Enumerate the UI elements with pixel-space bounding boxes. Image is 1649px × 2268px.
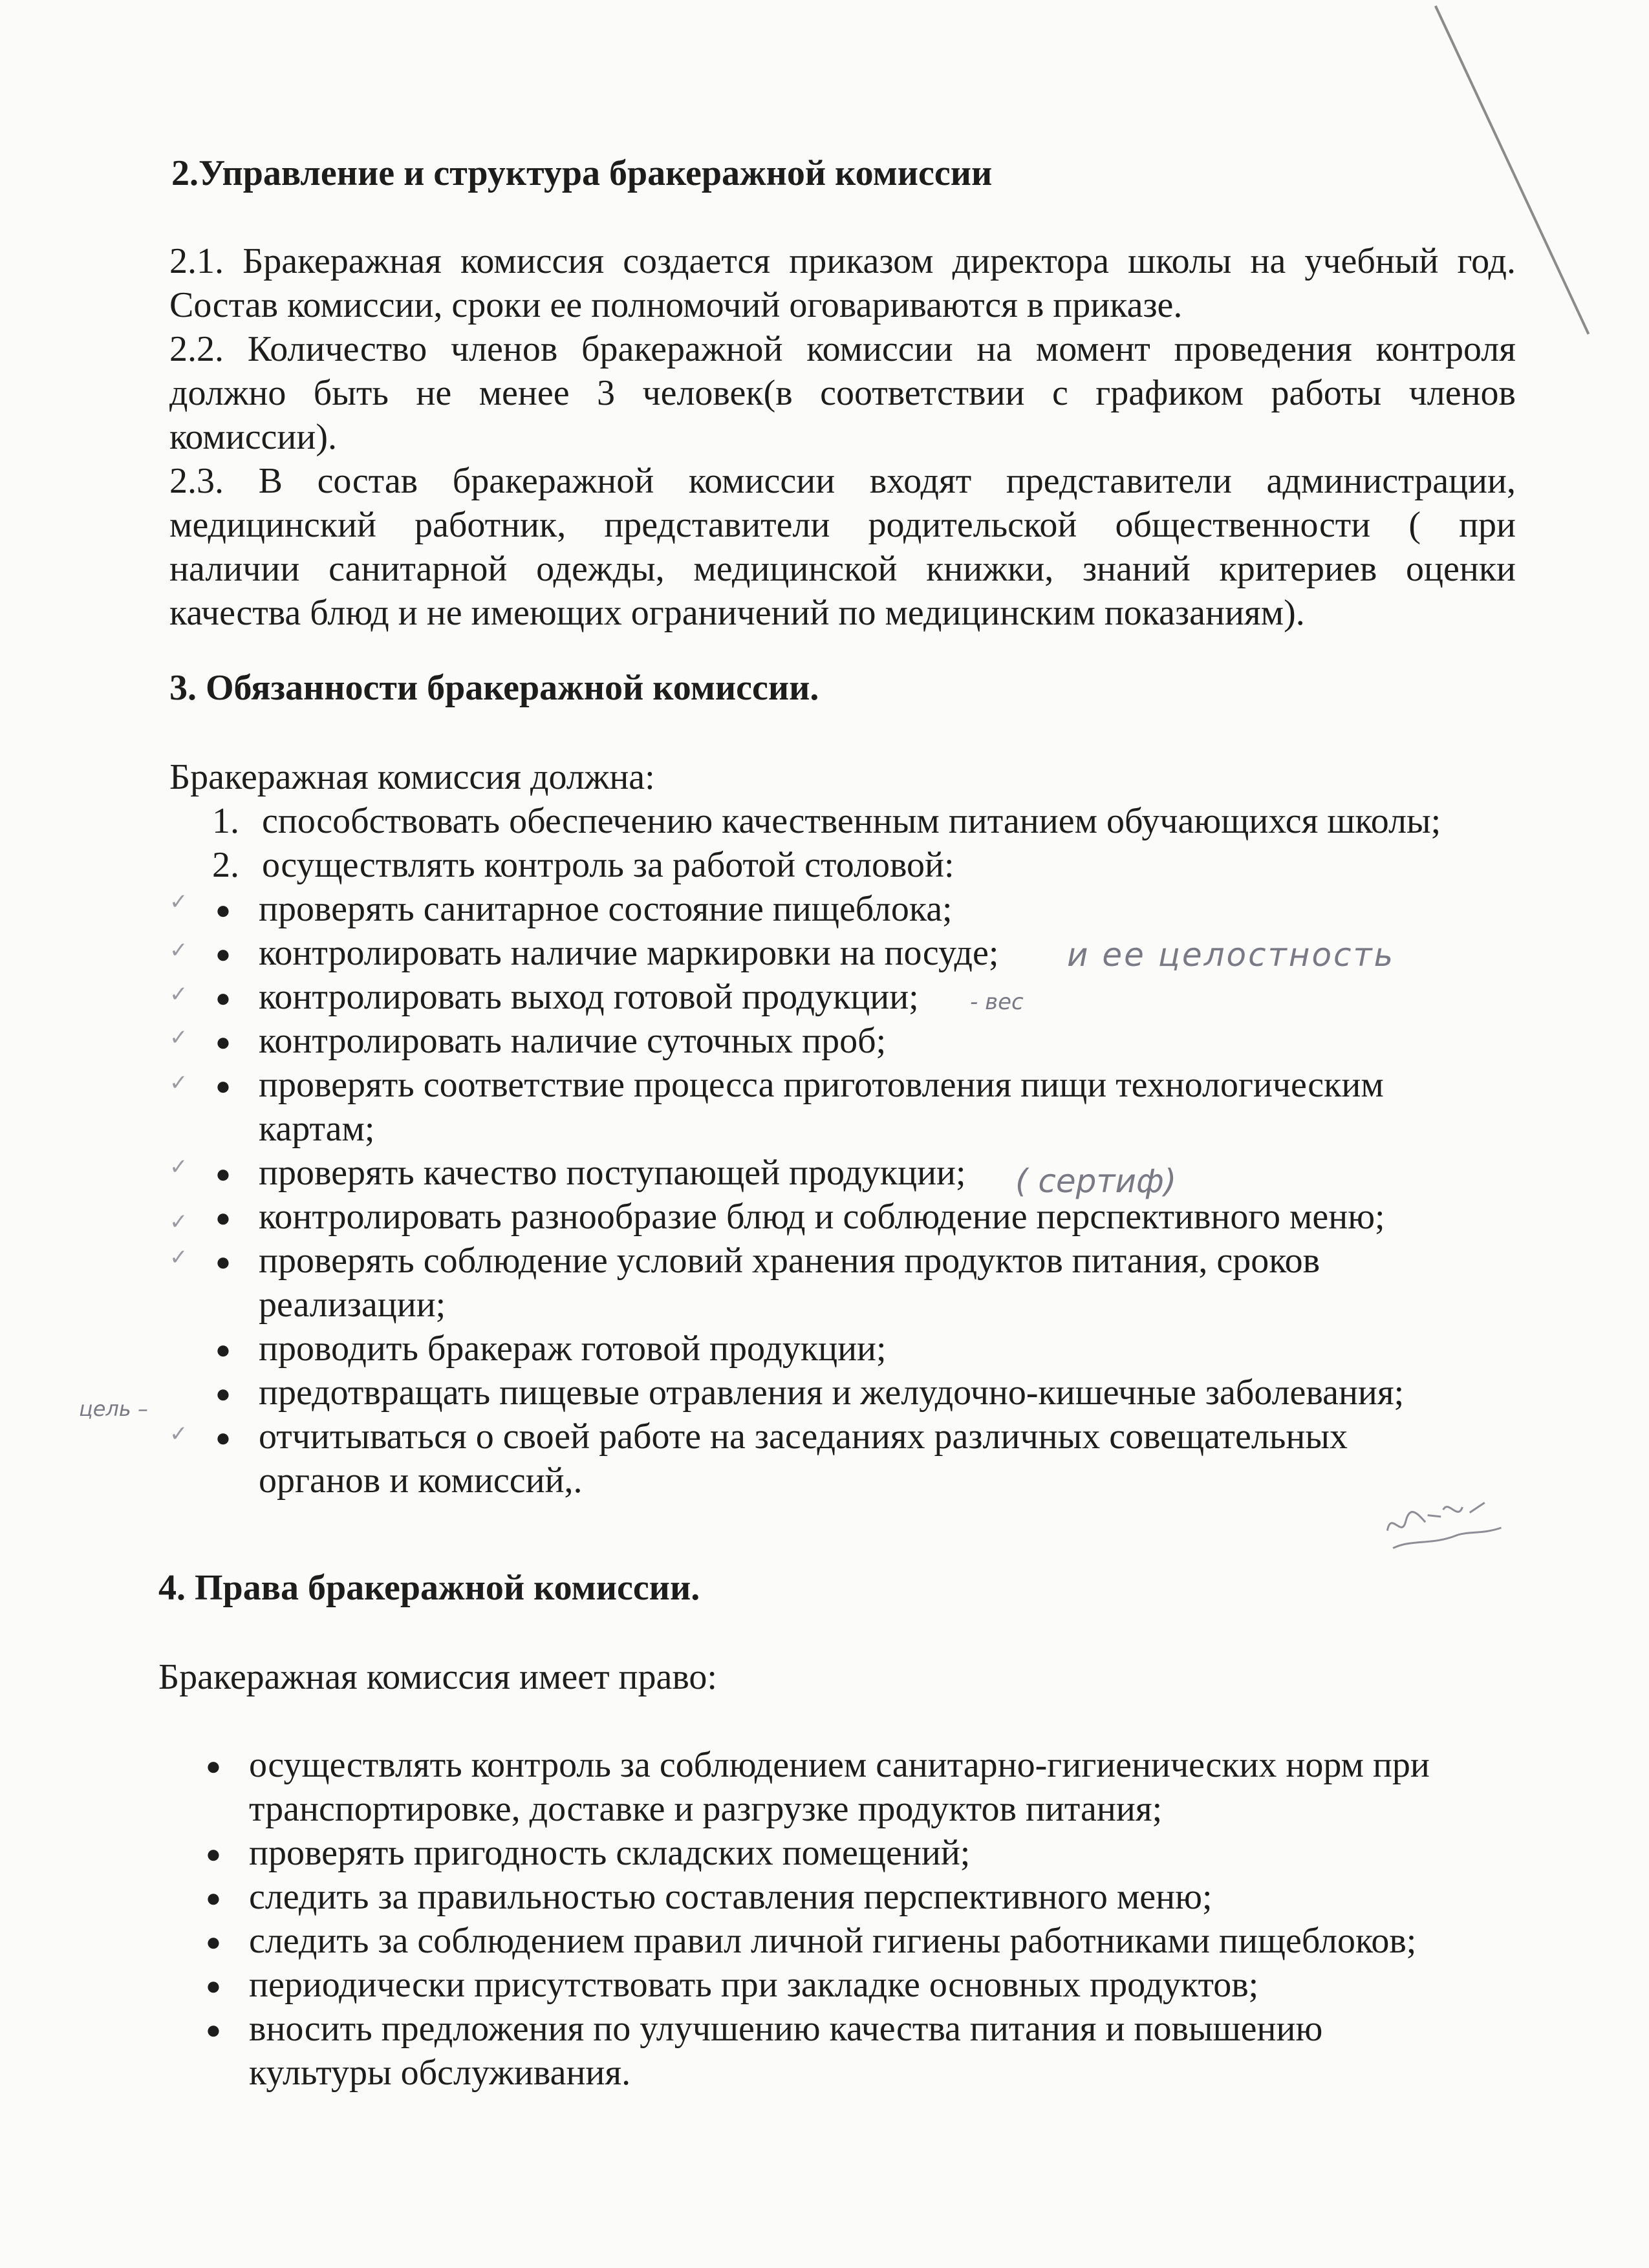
bullet-dot: ● (215, 1027, 232, 1056)
bullet-item-line2: культуры обслуживания. (249, 2053, 631, 2093)
check-mark-icon: ✓ (169, 1209, 188, 1235)
bullet-item-line1: контролировать наличие маркировки на посуде; (259, 933, 999, 973)
p23-line2: медицинский работник, представители родительской общественности ( при (169, 505, 1516, 545)
bullet-dot: ● (215, 983, 232, 1012)
check-mark-icon: ✓ (169, 1154, 188, 1180)
bullet-item-line1: проверять соблюдение условий хранения продуктов питания, сроков (259, 1241, 1320, 1281)
section4-intro: Бракеражная комиссия имеет право: (158, 1657, 717, 1697)
handwritten-note-goal: цель – (79, 1396, 148, 1421)
handwritten-note-output: - вес (970, 989, 1024, 1015)
bullet-item-line1: следить за правильностью составления перспективного меню; (249, 1877, 1212, 1917)
bullet-dot: ● (215, 939, 232, 968)
bullet-dot: ● (205, 1927, 222, 1956)
numbered-item-text: осуществлять контроль за работой столовой: (262, 845, 954, 885)
section4-heading: 4. Права бракеражной комиссии. (158, 1568, 700, 1608)
bullet-dot: ● (215, 1423, 232, 1452)
bullet-item-line1: отчитываться о своей работе на заседаниях различных совещательных (259, 1417, 1348, 1457)
section3-heading: 3. Обязанности бракеражной комиссии. (169, 668, 819, 708)
bullet-item-line2: органов и комиссий,. (259, 1460, 583, 1501)
list-number: 1. (212, 801, 239, 841)
bullet-dot: ● (215, 1203, 232, 1232)
check-mark-icon: ✓ (169, 1245, 188, 1270)
bullet-dot: ● (205, 1883, 222, 1912)
section2-body (169, 239, 1516, 635)
bullet-item-line1: периодически присутствовать при закладке основных продуктов; (249, 1965, 1259, 2005)
bullet-item-line1: осуществлять контроль за соблюдением санитарно-гигиенических норм при (249, 1745, 1430, 1785)
p23-line4: качества блюд и не имеющих ограничений по медицинским показаниям). (169, 593, 1305, 633)
check-mark-icon: ✓ (169, 1421, 188, 1447)
bullet-item-line2: картам; (259, 1109, 375, 1149)
bullet-dot: ● (215, 1247, 232, 1276)
bullet-dot: ● (215, 1379, 232, 1408)
bullet-item-line1: проверять качество поступающей продукции; (259, 1153, 966, 1193)
bullet-item-line2: транспортировке, доставке и разгрузке продуктов питания; (249, 1789, 1163, 1829)
bullet-item-line1: вносить предложения по улучшению качества питания и повышению (249, 2009, 1323, 2049)
section2-heading: 2.Управление и структура бракеражной комиссии (171, 153, 993, 193)
bullet-item-line1: контролировать разнообразие блюд и соблюдение перспективного меню; (259, 1197, 1385, 1237)
bullet-item-line1: следить за соблюдением правил личной гигиены работниками пищеблоков; (249, 1921, 1417, 1961)
bullet-item-line2: реализации; (259, 1285, 446, 1325)
bullet-item-line1: проводить бракераж готовой продукции; (259, 1329, 887, 1369)
bullet-item-line1: контролировать наличие суточных проб; (259, 1021, 887, 1061)
bullet-dot: ● (215, 1335, 232, 1364)
check-mark-icon: ✓ (169, 1025, 188, 1051)
list-number: 2. (212, 845, 239, 885)
bullet-dot: ● (205, 1971, 222, 2000)
handwritten-signature-mark (1381, 1488, 1510, 1561)
p22-line3: комиссии). (169, 417, 337, 457)
bullet-item-line1: проверять соответствие процесса приготовления пищи технологическим (259, 1065, 1384, 1105)
bullet-item-line1: контролировать выход готовой продукции; (259, 977, 919, 1017)
p22-line2: должно быть не менее 3 человек(в соответствии с графиком работы членов (169, 373, 1516, 413)
p22-line1: 2.2. Количество членов бракеражной комиссии на момент проведения контроля (169, 329, 1516, 369)
check-mark-icon: ✓ (169, 937, 188, 963)
section3-intro: Бракеражная комиссия должна: (169, 757, 655, 797)
bullet-dot: ● (205, 1839, 222, 1868)
bullet-item-line1: предотвращать пищевые отравления и желудочно-кишечные заболевания; (259, 1373, 1405, 1413)
p21-line2: Состав комиссии, сроки ее полномочий оговариваются в приказе. (169, 285, 1183, 325)
bullet-item-line1: проверять пригодность складских помещений; (249, 1833, 971, 1873)
bullet-dot: ● (205, 1751, 222, 1781)
bullet-dot: ● (205, 2015, 222, 2044)
p21-line1: 2.1. Бракеражная комиссия создается приказом директора школы на учебный год. (169, 241, 1516, 281)
bullet-dot: ● (215, 1071, 232, 1100)
handwritten-note-certificate: ( сертиф) (1015, 1162, 1177, 1200)
p23-line3: наличии санитарной одежды, медицинской книжки, знаний критериев оценки (169, 549, 1516, 589)
numbered-item-text: способствовать обеспечению качественным питанием обучающихся школы; (262, 801, 1441, 841)
handwritten-note-tableware: и ее целостность (1067, 936, 1396, 974)
check-mark-icon: ✓ (169, 889, 188, 915)
check-mark-icon: ✓ (169, 1070, 188, 1096)
p23-line1: 2.3. В состав бракеражной комиссии входят представители администрации, (169, 461, 1516, 501)
bullet-dot: ● (215, 895, 232, 925)
check-mark-icon: ✓ (169, 981, 188, 1007)
bullet-dot: ● (215, 1159, 232, 1188)
bullet-item-line1: проверять санитарное состояние пищеблока; (259, 889, 953, 929)
